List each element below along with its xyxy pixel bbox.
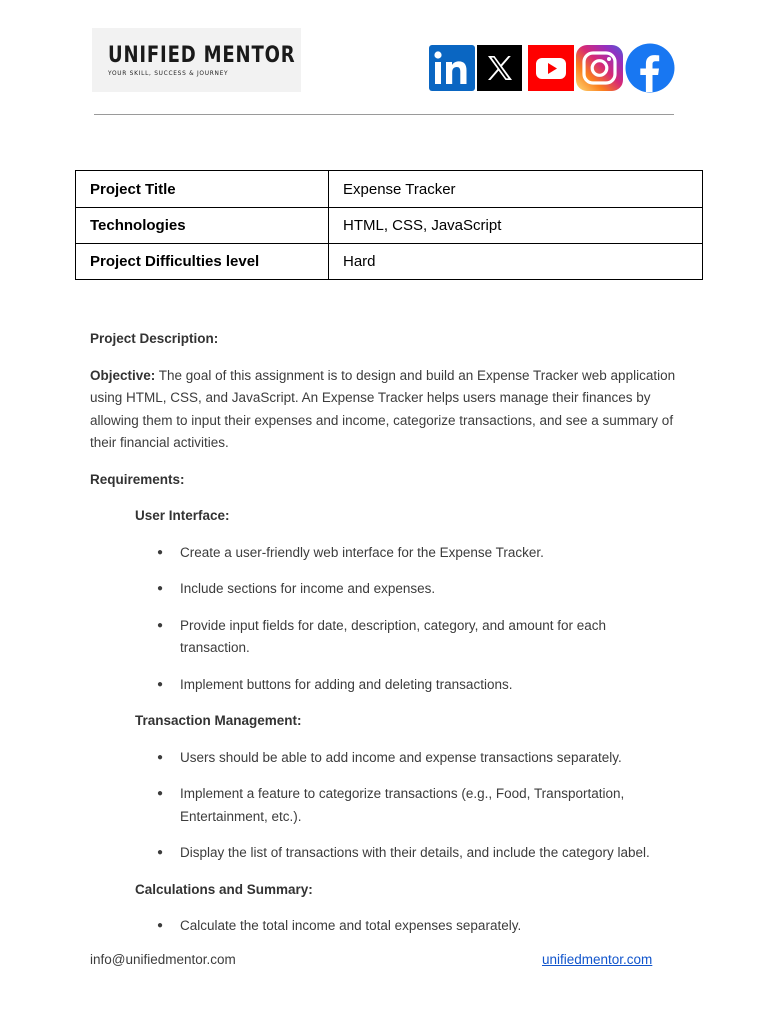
- description-heading: Project Description:: [90, 331, 219, 346]
- list-item: ● Create a user-friendly web interface for the Expense Tracker.: [90, 542, 690, 565]
- list-item: ● Implement a feature to categorize transactions (e.g., Food, Transportation, Entertainment, etc.).: [90, 783, 690, 828]
- objective-paragraph: [90, 365, 690, 455]
- section-title-calculations-summary: Calculations and Summary:: [135, 881, 313, 897]
- table-value-cell: Hard: [329, 244, 703, 280]
- youtube-icon[interactable]: [528, 44, 574, 92]
- user-interface-list: [90, 542, 690, 697]
- list-item: ● Include sections for income and expenses.: [90, 578, 690, 601]
- list-item: ● Implement buttons for adding and deleting transactions.: [90, 674, 690, 697]
- table-key-cell: Project Difficulties level: [76, 244, 329, 280]
- page-header: [0, 0, 768, 120]
- project-info-table: [75, 170, 703, 280]
- footer-email: info@unifiedmentor.com: [90, 952, 236, 967]
- instagram-icon[interactable]: [576, 44, 623, 92]
- table-value-cell: HTML, CSS, JavaScript: [329, 208, 703, 244]
- table-key-cell: Technologies: [76, 208, 329, 244]
- list-item: ● Provide input fields for date, description, category, and amount for each transaction.: [90, 615, 690, 660]
- section-title-transaction-management: Transaction Management:: [135, 713, 302, 728]
- list-item: ● Users should be able to add income and expense transactions separately.: [90, 747, 690, 770]
- header-divider: [94, 114, 674, 115]
- table-value-cell: Expense Tracker: [329, 171, 703, 208]
- requirements-heading: Requirements:: [90, 471, 185, 487]
- table-key-cell: Project Title: [76, 171, 329, 208]
- unified-mentor-logo: [92, 28, 301, 92]
- list-item: ● Calculate the total income and total expenses separately.: [90, 915, 690, 938]
- transaction-management-list: [90, 747, 690, 865]
- linkedin-icon[interactable]: [429, 44, 475, 92]
- table-row: [76, 171, 703, 208]
- calculations-summary-list: [90, 915, 690, 938]
- objective-text: The goal of this assignment is to design and build an Expense Tracker web application using HTML, CSS, and JavaScript. An Expense Tracker helps users manage their finances by allowing them to input their expenses and income, categorize transactions, and see a summary of their financial activities.: [90, 367, 676, 450]
- table-row: [76, 208, 703, 244]
- footer-website-link[interactable]: unifiedmentor.com: [542, 952, 653, 967]
- objective-label: Objective:: [90, 367, 156, 383]
- logo-name: UNIFIED MENTOR: [108, 42, 296, 68]
- list-item: ● Display the list of transactions with their details, and include the category label.: [90, 842, 690, 865]
- x-icon[interactable]: [477, 44, 522, 92]
- project-description: [90, 328, 690, 938]
- section-title-user-interface: User Interface:: [135, 508, 230, 523]
- facebook-icon[interactable]: [625, 44, 675, 92]
- table-row: [76, 244, 703, 280]
- logo-tagline: YOUR SKILL, SUCCESS & JOURNEY: [108, 68, 229, 77]
